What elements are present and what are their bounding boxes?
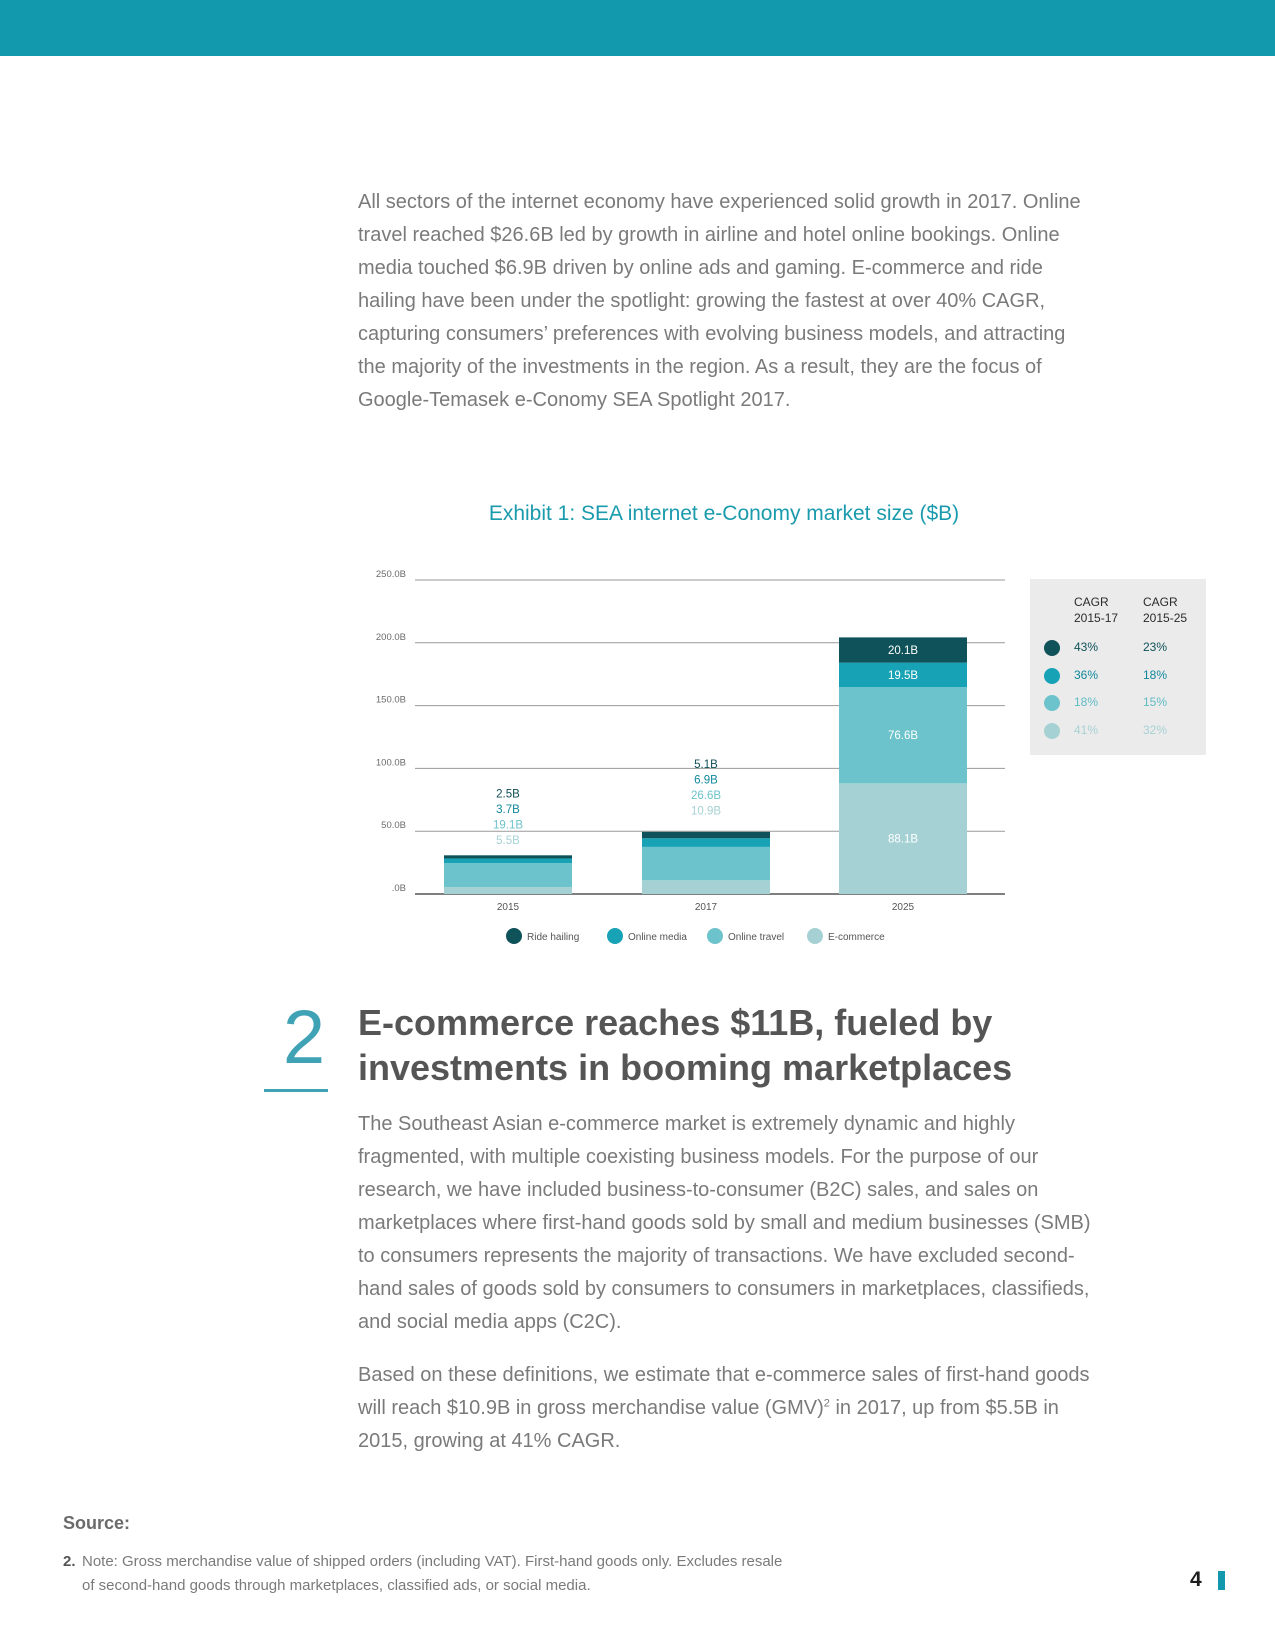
data-label: 26.6B <box>690 789 722 802</box>
cagr-row <box>1030 694 1206 712</box>
bar-online_media <box>642 838 770 847</box>
footnote-line-2: of second-hand goods through marketplaces, classified ads, or social media. <box>82 1577 591 1594</box>
cagr-swatch-ecommerce <box>1044 723 1060 739</box>
cagr-2015-17-value: 41% <box>1074 722 1099 737</box>
market-size-chart <box>360 560 1020 950</box>
intro-paragraph: All sectors of the internet economy have experienced solid growth in 2017. Online travel reached $26.6B led by growth in airline and hotel online bookings. Online media touched $6.9B driven by online ads and gaming. E-commerce and ride hailing have been under the spotlight: growing the fastest at over 40% CAGR, capturing consumers’ preferences with evolving business models, and attracting the majority of the investments in the region. As a result, they are the focus of Google-Temasek e-Conomy SEA Spotlight 2017. <box>358 191 1081 411</box>
page-number: 4 <box>1190 1568 1202 1591</box>
bar-online_travel <box>642 847 770 880</box>
cagr-2015-25-value: 15% <box>1143 695 1168 709</box>
source-label: Source: <box>63 1513 131 1533</box>
footnote-line-1: Note: Gross merchandise value of shipped orders (including VAT). First-hand goods only. Excludes resale <box>82 1553 783 1570</box>
data-label: 2.5B <box>496 788 520 801</box>
y-tick-label: 50.0B <box>381 820 406 832</box>
cagr-2015-25-value: 32% <box>1143 722 1168 737</box>
cagr-2015-25-value: 18% <box>1143 667 1168 682</box>
y-tick-label: 200.0B <box>375 631 406 643</box>
cagr-swatch-online_travel <box>1044 695 1060 711</box>
data-label: 76.6B <box>887 730 919 743</box>
bar-ecommerce <box>444 887 572 894</box>
section-title: E-commerce reaches $11B, fueled by investments in booming marketplaces <box>358 1002 1013 1088</box>
data-label: 5.5B <box>496 834 520 847</box>
cagr-2015-17-value: 18% <box>1074 695 1099 709</box>
data-label: 10.9B <box>690 805 722 818</box>
legend-label: Ride hailing <box>527 932 580 943</box>
y-tick-label: 150.0B <box>375 694 406 706</box>
paragraph-2-part-2: in 2017, up from $5.5B in 2015, growing at 41% CAGR. <box>358 1397 1059 1452</box>
section-number-underline <box>264 1089 328 1092</box>
legend-label: Online travel <box>728 932 785 943</box>
section-paragraph-1: The Southeast Asian e-commerce market is extremely dynamic and highly fragmented, with multiple coexisting business models. For the purpose of our research, we have included business-to-consumer (B2C) sales, and sales on marketplaces where first-hand goods sold by small and medium businesses (SMB) to consumers represents the majority of transactions. We have excluded second-hand sales of goods sold by consumers to consumers in marketplaces, classifieds, and social media apps (C2C). <box>358 1113 1091 1333</box>
y-tick-label: 100.0B <box>375 757 406 769</box>
cagr-swatch-online_media <box>1044 668 1060 684</box>
exhibit-title: Exhibit 1: SEA internet e-Conomy market size ($B) <box>488 502 960 525</box>
cagr-swatch-ride_hailing <box>1044 640 1060 656</box>
bar-ride_hailing <box>642 832 770 838</box>
data-label: 19.1B <box>492 819 524 832</box>
cagr-row <box>1030 722 1206 740</box>
y-tick-label: .0B <box>391 883 406 894</box>
footnote <box>63 1550 883 1598</box>
bar-online_media <box>444 858 572 863</box>
section-number: 2 <box>282 995 326 1080</box>
data-label: 5.1B <box>694 758 718 771</box>
legend-swatch-online_travel <box>707 928 723 944</box>
bar-ecommerce <box>642 880 770 894</box>
cagr-table <box>1030 579 1206 755</box>
y-tick-label: 250.0B <box>375 569 406 580</box>
footnote-number: 2. <box>63 1553 76 1570</box>
cagr-2015-17-value: 43% <box>1074 640 1099 654</box>
bar-ride_hailing <box>444 855 572 858</box>
cagr-header-2015-17: CAGR 2015-17 <box>1074 595 1119 625</box>
x-tick-label: 2025 <box>891 902 915 913</box>
header-bar <box>0 0 1275 56</box>
data-label: 20.1B <box>887 645 919 658</box>
cagr-header-2015-25: CAGR 2015-25 <box>1143 595 1188 625</box>
data-label: 88.1B <box>887 833 919 846</box>
data-label: 3.7B <box>496 803 520 816</box>
legend-swatch-online_media <box>607 928 623 944</box>
data-label: 19.5B <box>887 669 919 682</box>
cagr-row <box>1030 667 1206 685</box>
footnote-reference: 2 <box>823 1397 830 1410</box>
x-tick-label: 2017 <box>694 902 718 913</box>
cagr-2015-25-value: 23% <box>1143 640 1168 654</box>
data-label: 6.9B <box>694 774 718 787</box>
legend-swatch-ride_hailing <box>506 928 522 944</box>
legend-label: Online media <box>628 932 687 943</box>
section-paragraph-2 <box>358 1359 1098 1458</box>
legend-label: E-commerce <box>828 932 885 943</box>
cagr-row <box>1030 639 1206 657</box>
cagr-2015-17-value: 36% <box>1074 667 1099 682</box>
bar-online_travel <box>444 863 572 887</box>
page-number-marker <box>1218 1571 1225 1590</box>
x-tick-label: 2015 <box>496 902 520 913</box>
paragraph-2-part-1: Based on these definitions, we estimate that e-commerce sales of first-hand goods will reach $10.9B in gross merchandise value (GMV) <box>358 1364 1090 1419</box>
legend-swatch-ecommerce <box>807 928 823 944</box>
